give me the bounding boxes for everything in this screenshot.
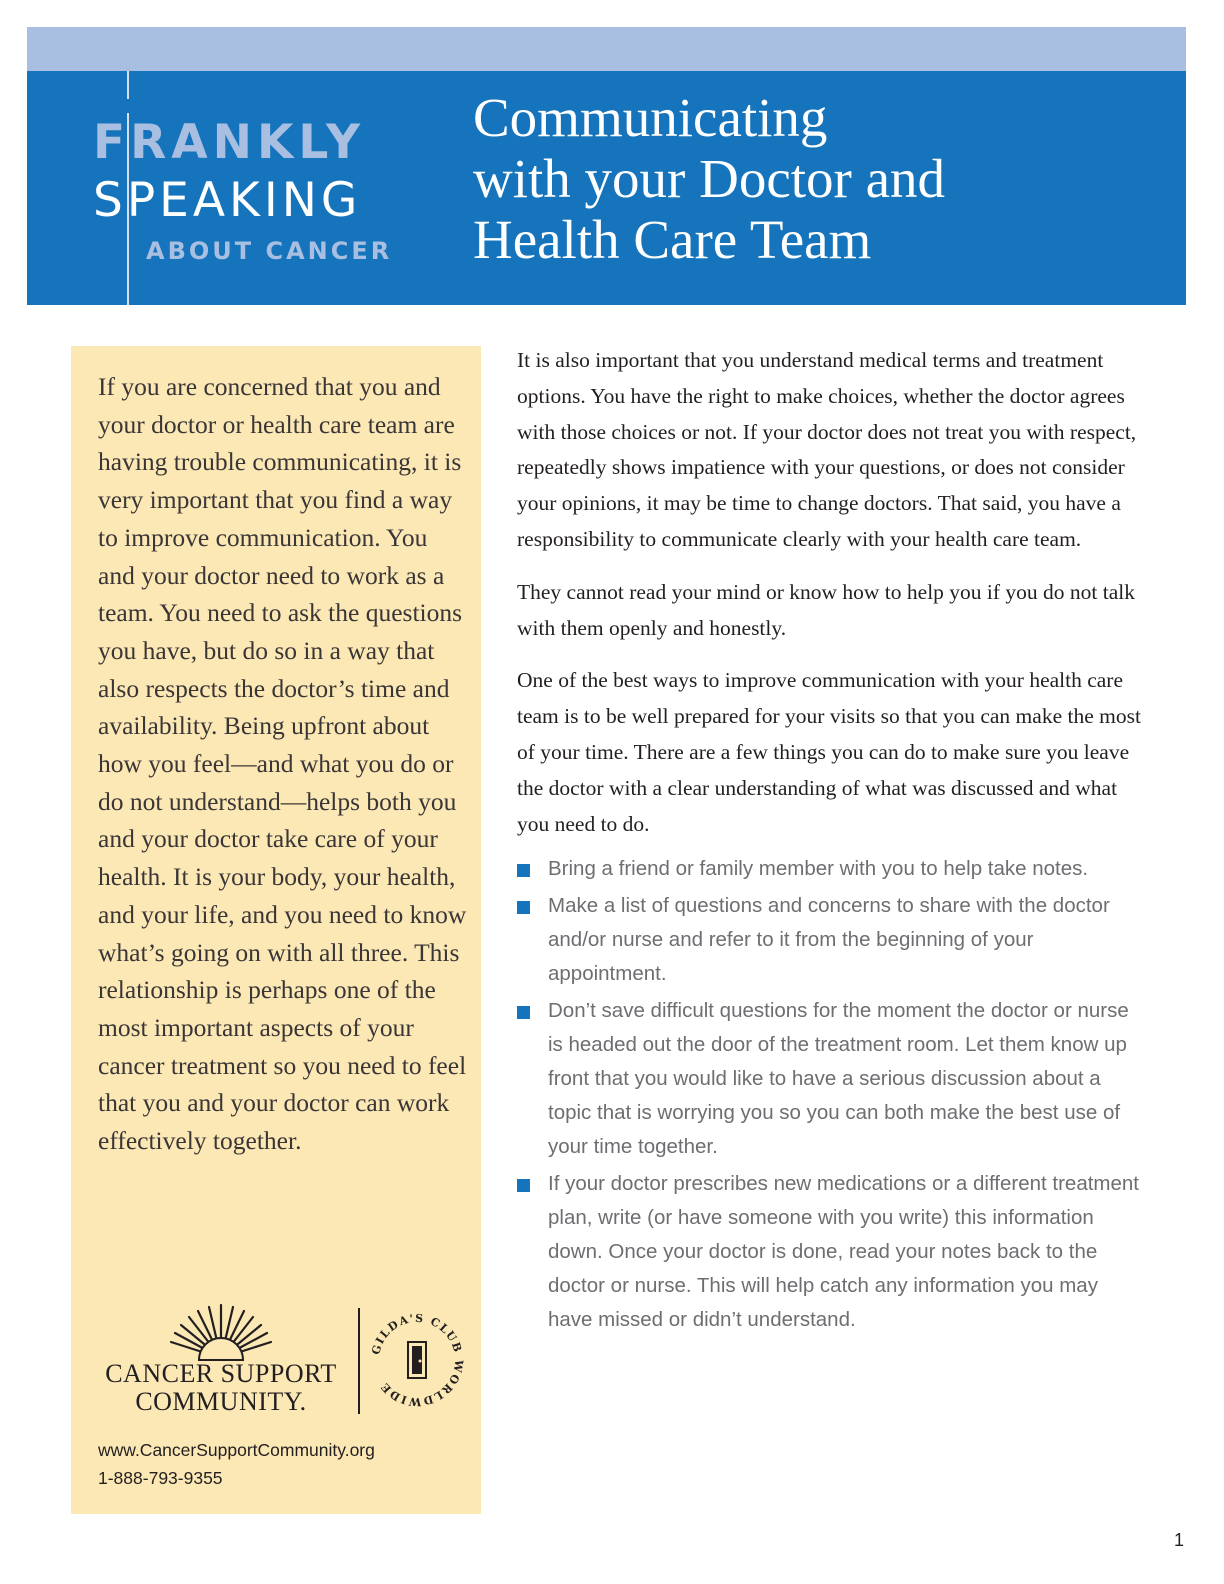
phone-number: 1-888-793-9355 [98,1468,223,1488]
list-item [517,994,1147,1164]
body-paragraph: It is also important that you understand medical terms and treatment options. You have the right to make choices, whether the doctor agrees with those choices or not. If your doctor does not treat you with respect, repeatedly shows impatience with your questions, or does not consider your opinions, it may be time to change doctors. That said, you have a responsibility to communicate clearly with your health care team. [517,348,1137,551]
contact-info [98,1436,375,1492]
website-link[interactable]: www.CancerSupportCommunity.org [98,1440,375,1460]
sidebar-panel [71,346,481,1514]
body-paragraph: One of the best ways to improve communication with your health care team is to be well prepared for your visits so that you can make the most of your time. There are a few things you can do to make sure you leave the doctor with a clear understanding of what was discussed and what you need to do. [517,668,1141,836]
list-item [517,1167,1147,1337]
page-number: 1 [1174,1530,1185,1550]
logo-divider [358,1308,360,1414]
title-line: Communicating [473,87,828,148]
logo-speaking: SPEAKING [93,173,362,228]
gildas-club-badge-icon [367,1310,467,1410]
top-accent-strip [27,27,1186,71]
list-item-text: Bring a friend or family member with you to help take notes. [548,857,1089,881]
org-name-line: CANCER SUPPORT [105,1359,337,1388]
bullet-square-icon [517,1006,530,1019]
tips-list [517,852,1147,1337]
title-line: Health Care Team [473,209,872,270]
list-item [517,852,1147,886]
logo-frankly: FRANKLY [93,115,366,170]
list-item-text: Don’t save difficult questions for the moment the doctor or nurse is headed out the door of the treatment room. Let them know up front that you would like to have a serious discussion about a topic that is worrying you so you can both make the best use of your time together. [548,999,1129,1159]
bullet-square-icon [517,1179,530,1192]
list-item-text: Make a list of questions and concerns to share with the doctor and/or nurse and refer to it from the beginning of your appointment. [548,894,1110,986]
org-name-line: COMMUNITY. [135,1387,307,1416]
title-line: with your Doctor and [473,148,945,209]
page-title [473,87,1153,270]
logo-about-cancer: ABOUT CANCER [146,237,393,265]
list-item [517,889,1147,991]
cancer-support-community-logo [95,1302,465,1422]
svg-text:GILDA'S CLUB WORLDWIDE: GILDA'S CLUB WORLDWIDE [369,1311,466,1409]
header-banner [27,71,1186,305]
main-content [517,343,1147,1340]
bullet-square-icon [517,901,530,914]
sidebar-text: If you are concerned that you and your doctor or health care team are having trouble communicating, it is very important that you find a way to improve communication. You and your doctor need to work as a team. You need to ask the questions you have, but do so in a way that also respects the doctor’s time and availability. Being upfront about how you feel—and what you do or do not understand—helps both you and your doctor take care of your health. It is your body, your health, and your life, and you need to know what’s going on with all three. This relationship is perhaps one of the most important aspects of your cancer treatment so you need to feel that you and your doctor can work effectively together. [98,372,467,1156]
logo-line-top [127,71,129,99]
body-paragraph: They cannot read your mind or know how to help you if you do not talk with them openly and honestly. [517,579,1136,640]
bullet-square-icon [517,864,530,877]
sunburst-icon [95,1302,347,1362]
cancer-support-community-name [95,1360,347,1416]
list-item-text: If your doctor prescribes new medications or a different treatment plan, write (or have someone with you write) this information down. Once your doctor is done, read your notes back to the doctor or nurse. This will help catch any information you may have missed or didn’t understand. [548,1172,1139,1332]
